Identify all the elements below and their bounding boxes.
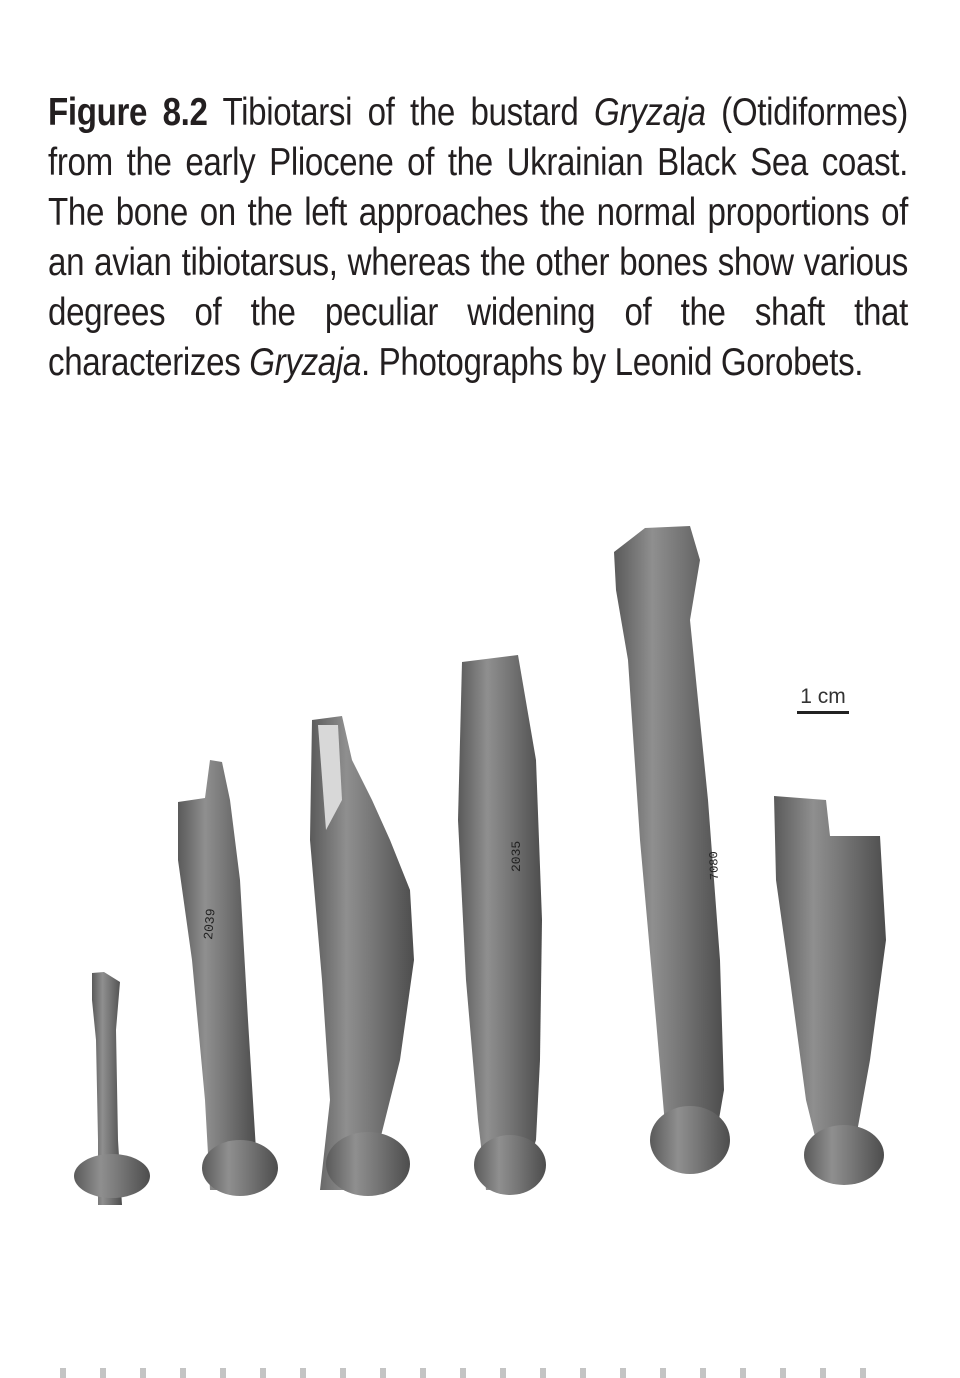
figure-label: Figure 8.2 [48, 91, 208, 134]
bone-2 [178, 760, 278, 1196]
scale-bar-line [797, 711, 849, 714]
bone-photograph [0, 500, 960, 1260]
caption-text-2: (Otidiformes) from the early Pliocene of the Ukrainian Black Sea coast. The bone on the left approaches the normal proportions of an avian tibiotarsus, whereas the other bones show various degrees of the peculiar widening of the shaft that characterizes [48, 91, 908, 384]
bone-5-label: 7080 [707, 851, 722, 881]
next-text-line-fragment [60, 1368, 900, 1378]
bone-4-label: 2035 [509, 840, 524, 872]
caption-text-1: Tibiotarsi of the bustard [207, 91, 594, 134]
bone-3 [310, 716, 414, 1196]
scale-bar [788, 685, 858, 714]
bone-6 [774, 796, 886, 1185]
caption-text-3: . Photographs by Leonid Gorobets. [360, 341, 864, 384]
scale-bar-label: 1 cm [800, 685, 846, 708]
caption-taxon: Gryzaja [593, 91, 706, 134]
bone-1 [74, 972, 150, 1205]
bone-5 [614, 526, 730, 1174]
bone-2-label: 2039 [201, 907, 219, 941]
bone-4 [458, 655, 546, 1195]
caption-taxon-2: Gryzaja [249, 341, 361, 384]
figure-caption [48, 88, 908, 388]
